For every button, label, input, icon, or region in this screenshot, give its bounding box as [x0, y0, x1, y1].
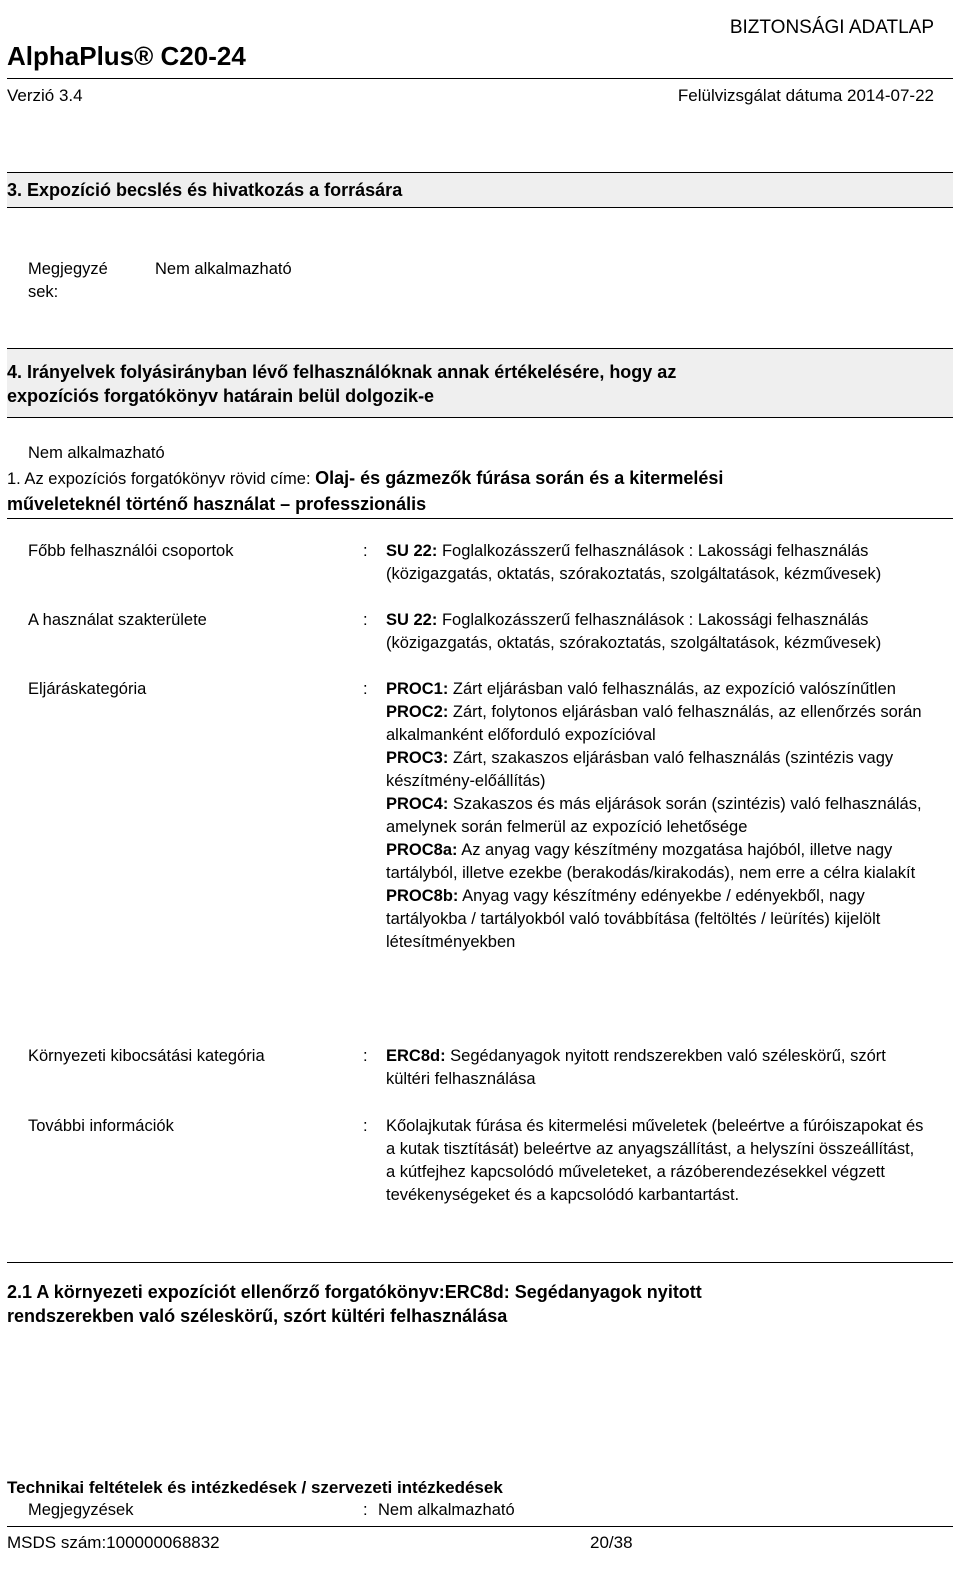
section4-value: Nem alkalmazható — [28, 444, 165, 462]
remarks-label-line2: sek: — [28, 283, 59, 301]
scenario-title-part1: Olaj- és gázmezők fúrása során és a kitermelési — [315, 468, 724, 488]
sector-label: A használat szakterülete — [28, 611, 207, 629]
header-rule — [7, 78, 953, 79]
proc-item: PROC8b: Anyag vagy készítmény edényekbe / edényekből, nagy tartályokba / tartályokból való továbbítása (feltöltés / leürítés) kijelölt létesítményekben — [386, 887, 881, 951]
section21-title — [7, 1280, 942, 1328]
scenario-prefix: 1. Az expozíciós forgatókönyv rövid címe: — [7, 470, 316, 488]
section4-title-line2: expozíciós forgatókönyv határain belül dolgozik-e — [7, 386, 435, 406]
footer-rule — [7, 1526, 953, 1527]
further-label: További információk — [28, 1117, 174, 1135]
technical-remarks-colon: : — [363, 1501, 368, 1519]
technical-remarks-value: Nem alkalmazható — [378, 1501, 515, 1519]
remarks-label-line1: Megjegyzé — [28, 260, 108, 278]
section3-title: 3. Expozíció becslés és hivatkozás a forrására — [7, 180, 403, 200]
scenario-title — [7, 466, 942, 517]
environment-label: Környezeti kibocsátási kategória — [28, 1047, 265, 1065]
doc-type: BIZTONSÁGI ADATLAP — [729, 17, 934, 38]
footer-msds: MSDS szám:100000068832 — [7, 1533, 220, 1552]
environment-value: ERC8d: Segédanyagok nyitott rendszerekben való széleskörű, szórt kültéri felhasználása — [386, 1047, 886, 1088]
proc-item: PROC4: Szakaszos és más eljárások során (szintézis) való felhasználás, amelynek során felmerül az expozíció lehetősége — [386, 795, 922, 836]
main-users-label: Főbb felhasználói csoportok — [28, 542, 234, 560]
scenario-rule — [7, 518, 953, 519]
version: Verzió 3.4 — [7, 86, 83, 105]
technical-title: Technikai feltételek és intézkedések / szervezeti intézkedések — [7, 1478, 503, 1497]
proc-item: PROC3: Zárt, szakaszos eljárásban való felhasználás (szintézis vagy készítmény-előállítás) — [386, 749, 894, 790]
sector-value: SU 22: Foglalkozásszerű felhasználások : Lakossági felhasználás (közigazgatás, oktatás, szórakoztatás, szolgáltatások, kézművesek) — [386, 611, 882, 652]
proc-item: PROC1: Zárt eljárásban való felhasználás, az expozíció valószínűtlen — [386, 680, 896, 698]
section4-title — [7, 360, 937, 408]
section21-title-line2: rendszerekben való széleskörű, szórt kültéri felhasználása — [7, 1306, 508, 1326]
technical-remarks-label: Megjegyzések — [28, 1501, 134, 1519]
section3-remarks-value: Nem alkalmazható — [155, 260, 292, 278]
product-name: AlphaPlus® C20-24 — [7, 41, 246, 71]
process-label: Eljáráskategória — [28, 680, 147, 698]
scenario-title-part2: műveleteknél történő használat – professzionális — [7, 494, 427, 514]
revision-date: Felülvizsgálat dátuma 2014-07-22 — [677, 86, 934, 105]
section3-remarks-label — [28, 258, 148, 304]
section21-rule — [7, 1262, 953, 1263]
process-value — [386, 678, 926, 954]
footer-page: 20/38 — [590, 1533, 633, 1552]
main-users-value: SU 22: Foglalkozásszerű felhasználások : Lakossági felhasználás (közigazgatás, oktatás, szórakoztatás, szolgáltatások, kézművesek) — [386, 542, 882, 583]
proc-item: PROC8a: Az anyag vagy készítmény mozgatása hajóból, illetve nagy tartályból, illetve ezekbe (berakodás/kirakodás), nem erre a célra kialakít — [386, 841, 916, 882]
section21-title-line1: 2.1 A környezeti expozíciót ellenőrző forgatókönyv:ERC8d: Segédanyagok nyitott — [7, 1282, 702, 1302]
further-value: Kőolajkutak fúrása és kitermelési műveletek (beleértve a fúróiszapokat és a kutak tisztítását) beleértve az anyagszállítást, a helyszíni összeállítást, a kútfejhez kapcsolódó műveleteket, a rázóberendezésekkel végzett tevékenységeket és a kapcsolódó karbantartást. — [386, 1117, 924, 1204]
proc-item: PROC2: Zárt, folytonos eljárásban való felhasználás, az ellenőrzés során alkalmanként előforduló expozícióval — [386, 703, 922, 744]
section4-title-line1: 4. Irányelvek folyásirányban lévő felhasználóknak annak értékelésére, hogy az — [7, 362, 677, 382]
